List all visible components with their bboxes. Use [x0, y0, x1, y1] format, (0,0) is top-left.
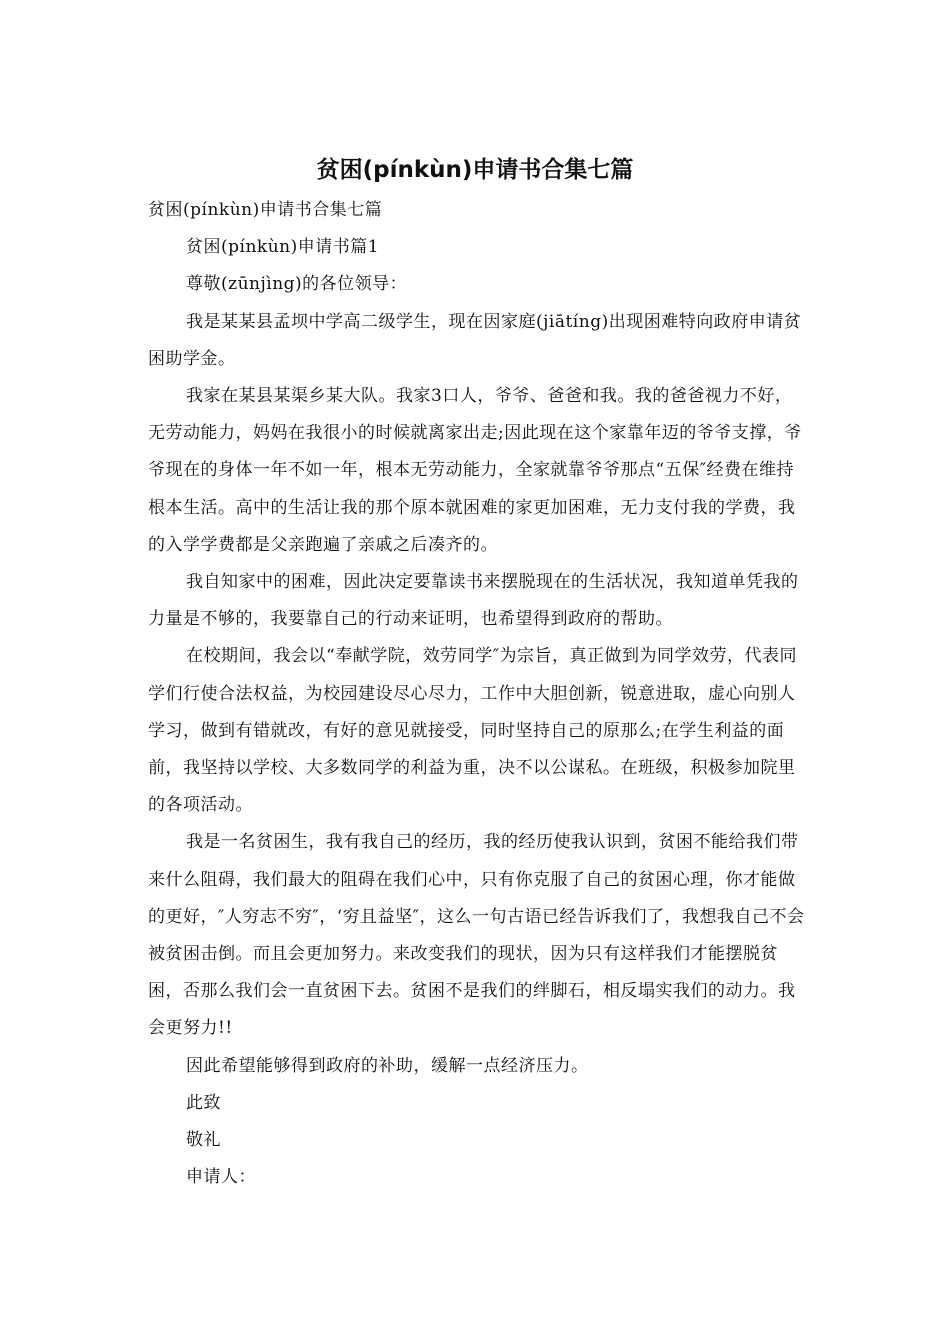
paragraph: 我自知家中的困难，因此决定要靠读书来摆脱现在的生活状况，我知道单凭我的力量是不够的，我要靠自己的行动来证明，也希望得到政府的帮助。: [148, 572, 799, 630]
closing-line: 敬礼: [186, 1130, 221, 1151]
paragraph: 在校期间，我会以“奉献学院，效劳同学″为宗旨，真正做到为同学效劳，代表同学们行使合法权益，为校园建设尽心尽力，工作中大胆创新，锐意进取，虚心向别人学习，做到有错就改，有好的意见就接受，同时坚持自己的原那么;在学生利益的面前，我坚持以学校、大多数同学的利益为重，决不以公谋私。在班级，积极参加院里的各项活动。: [148, 646, 798, 816]
document-body: [148, 192, 806, 1196]
document-subtitle: 贫困(pínkùn)申请书合集七篇: [148, 200, 383, 220]
paragraph: 因此希望能够得到政府的补助，缓解一点经济压力。: [186, 1055, 589, 1076]
paragraph: 我家在某县某渠乡某大队。我家3口人，爷爷、爸爸和我。我的爸爸视力不好，无劳动能力，妈妈在我很小的时候就离家出走;因此现在这个家靠年迈的爷爷支撑，爷爷现在的身体一年不如一年，根本无劳动能力，全家就靠爷爷那点“五保″经费在维持根本生活。高中的生活让我的那个原本就困难的家更加困难，无力支付我的学费，我的入学学费都是父亲跑遍了亲戚之后凑齐的。: [148, 386, 802, 555]
paragraph: 我是一名贫困生，我有我自己的经历，我的经历使我认识到，贫困不能给我们带来什么阻碍，我们最大的阻碍在我们心中，只有你克服了自己的贫困心理，你才能做的更好，″人穷志不穷″，‘穷且益坚″，这么一句古语已经告诉我们了，我想我自己不会被贫困击倒。而且会更加努力。来改变我们的现状，因为只有这样我们才能摆脱贫困，否那么我们会一直贫困下去。贫困不是我们的绊脚石，相反塌实我们的动力。我会更努力!!: [148, 832, 805, 1039]
paragraph: 我是某某县孟坝中学高二级学生，现在因家庭(jiātíng)出现困难特向政府申请贫困助学金。: [148, 311, 802, 369]
salutation: 尊敬(zūnjìng)的各位领导：: [186, 274, 408, 295]
signature-label: 申请人：: [186, 1167, 256, 1188]
closing-line: 此致: [186, 1092, 221, 1113]
section-heading: 贫困(pínkùn)申请书篇1: [186, 237, 380, 258]
document-title: 贫困(pínkùn)申请书合集七篇: [316, 157, 634, 183]
